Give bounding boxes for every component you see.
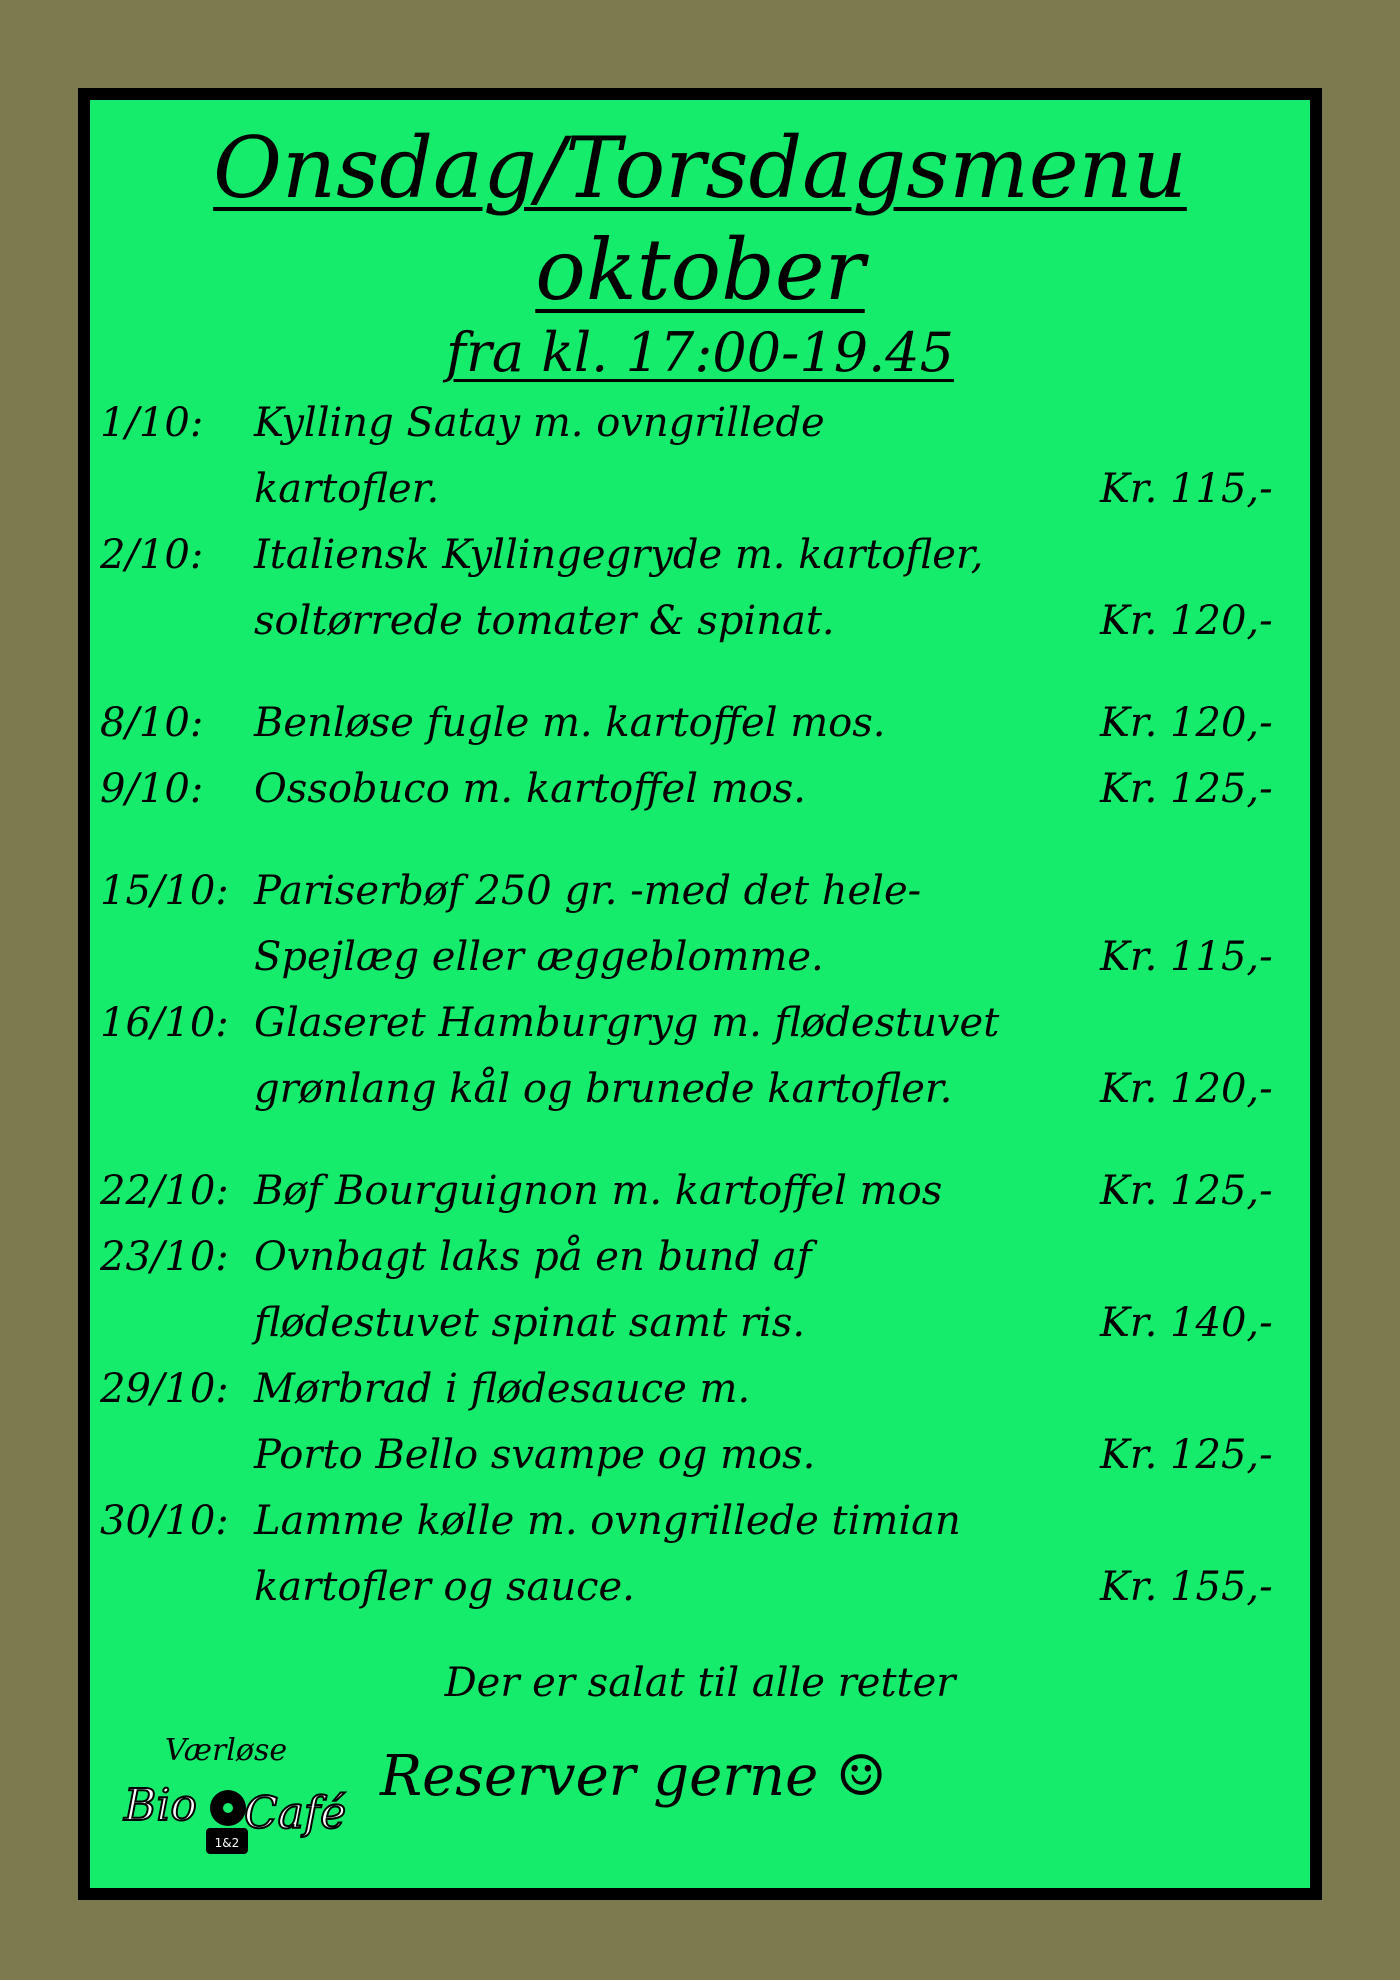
menu-item-row — [90, 756, 1310, 822]
menu-item-row — [90, 1290, 1310, 1356]
menu-item-price: Kr. 115,- — [1100, 934, 1273, 980]
menu-poster — [78, 88, 1322, 1900]
menu-item-row — [90, 924, 1310, 990]
menu-item-row — [90, 990, 1310, 1056]
menu-item-row — [90, 858, 1310, 924]
serving-time: fra kl. 17:00-19.45 — [446, 321, 954, 384]
menu-item-date: 8/10: — [100, 700, 204, 746]
logo-left-text: Bio — [124, 1780, 197, 1831]
menu-item-row — [90, 390, 1310, 456]
menu-item-dish: soltørrede tomater & spinat. — [254, 598, 835, 644]
menu-item-dish: Porto Bello svampe og mos. — [254, 1432, 816, 1478]
menu-item-date: 9/10: — [100, 766, 204, 812]
menu-item-row — [90, 1356, 1310, 1422]
menu-item-price: Kr. 120,- — [1100, 1066, 1273, 1112]
menu-item-dish: Kylling Satay m. ovngrillede — [254, 400, 825, 446]
menu-item-date: 16/10: — [100, 1000, 229, 1046]
menu-item-dish: Benløse fugle m. kartoffel mos. — [254, 700, 886, 746]
menu-item-date: 22/10: — [100, 1168, 229, 1214]
menu-item-dish: Mørbrad i flødesauce m. — [254, 1366, 751, 1412]
menu-item-price: Kr. 125,- — [1100, 766, 1273, 812]
menu-item-row — [90, 1554, 1310, 1620]
logo-badge: 1&2 — [214, 1836, 240, 1850]
menu-item-price: Kr. 155,- — [1100, 1564, 1273, 1610]
menu-item-price: Kr. 120,- — [1100, 598, 1273, 644]
menu-item-row — [90, 456, 1310, 522]
menu-item-dish: Pariserbøf 250 gr. -med det hele- — [254, 868, 922, 914]
menu-item-row — [90, 1488, 1310, 1554]
menu-item-dish: Glaseret Hamburgryg m. flødestuvet — [254, 1000, 1000, 1046]
menu-item-price: Kr. 115,- — [1100, 466, 1273, 512]
logo-right-text: Café — [244, 1788, 347, 1839]
menu-item-date: 15/10: — [100, 868, 229, 914]
menu-item-dish: kartofler. — [254, 466, 440, 512]
menu-item-date: 1/10: — [100, 400, 204, 446]
title-line-2: oktober — [535, 221, 865, 319]
menu-item-date: 2/10: — [100, 532, 204, 578]
menu-item-price: Kr. 125,- — [1100, 1168, 1273, 1214]
menu-item-dish: Italiensk Kyllingegryde m. kartofler, — [254, 532, 984, 578]
menu-item-row — [90, 522, 1310, 588]
menu-item-price: Kr. 125,- — [1100, 1432, 1273, 1478]
cafe-logo — [116, 1720, 347, 1870]
menu-item-row — [90, 1158, 1310, 1224]
menu-item-dish: Bøf Bourguignon m. kartoffel mos — [254, 1168, 943, 1214]
salad-note: Der er salat til alle retter — [444, 1660, 956, 1706]
reserve-text: Reserver gerne ☺ — [380, 1744, 887, 1809]
menu-item-dish: Lamme kølle m. ovngrillede timian — [254, 1498, 961, 1544]
menu-list — [90, 390, 1310, 1620]
menu-item-dish: Ossobuco m. kartoffel mos. — [254, 766, 806, 812]
menu-item-date: 29/10: — [100, 1366, 229, 1412]
menu-item-row — [90, 690, 1310, 756]
title-line-1: Onsdag/Torsdagsmenu — [213, 119, 1187, 217]
menu-item-row — [90, 1422, 1310, 1488]
menu-item-dish: flødestuvet spinat samt ris. — [254, 1300, 806, 1346]
menu-item-dish: grønlang kål og brunede kartofler. — [254, 1066, 953, 1112]
menu-item-row — [90, 1056, 1310, 1122]
menu-item-row — [90, 1224, 1310, 1290]
menu-item-price: Kr. 120,- — [1100, 700, 1273, 746]
menu-item-date: 23/10: — [100, 1234, 229, 1280]
menu-item-dish: kartofler og sauce. — [254, 1564, 635, 1610]
menu-item-dish: Ovnbagt laks på en bund af — [254, 1234, 812, 1280]
menu-item-row — [90, 588, 1310, 654]
logo-top-text: Værløse — [164, 1733, 288, 1768]
menu-item-dish: Spejlæg eller æggeblomme. — [254, 934, 824, 980]
menu-item-price: Kr. 140,- — [1100, 1300, 1273, 1346]
menu-item-date: 30/10: — [100, 1498, 229, 1544]
